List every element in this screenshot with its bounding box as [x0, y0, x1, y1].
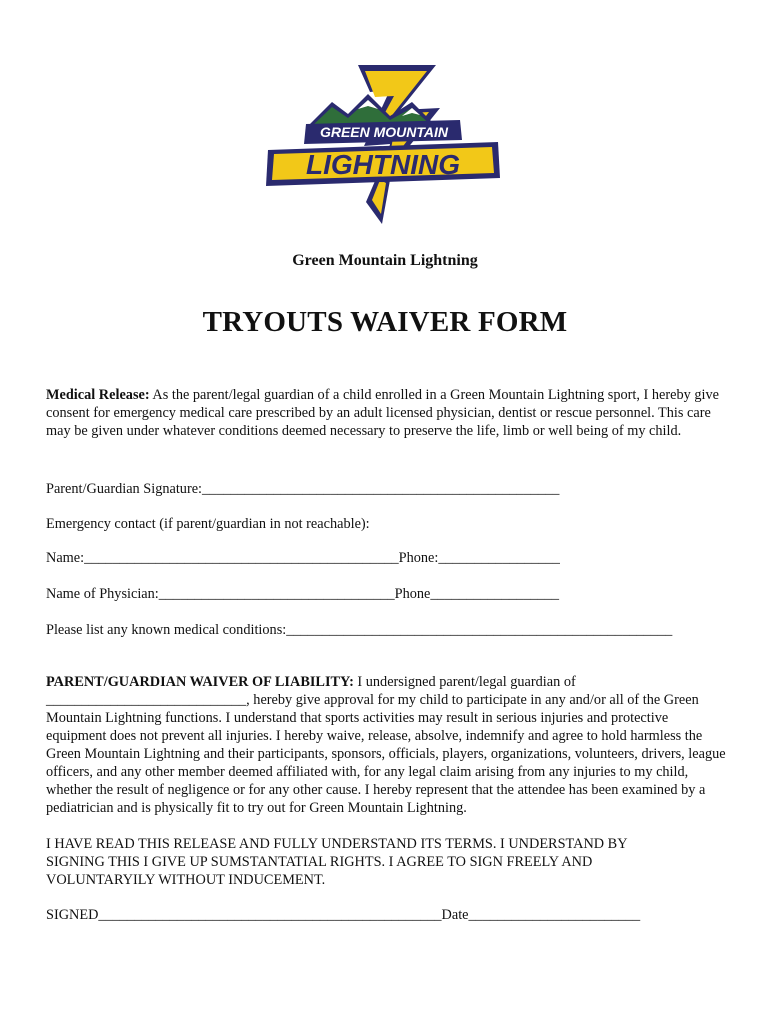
logo-line2: LIGHTNING [306, 149, 460, 180]
form-title: TRYOUTS WAIVER FORM [202, 306, 568, 338]
logo-line1: GREEN MOUNTAIN [319, 124, 449, 140]
organization-name: Green Mountain Lightning [292, 252, 478, 269]
signed-date-field[interactable]: SIGNED________________________________________________Date________________________ [46, 907, 641, 923]
medical-release-text: As the parent/legal guardian of a child enrolled in a Green Mountain Lightning sport, I hereby give consent for emergency medical care prescribed by an adult licensed physician, dentist or rescue personnel. This care may be given under whatever conditions deemed necessary to preserve the life, limb or well being of my child. [46, 387, 719, 439]
acknowledgement-paragraph: I HAVE READ THIS RELEASE AND FULLY UNDERSTAND ITS TERMS. I UNDERSTAND BY SIGNING THIS I GIVE UP SUMSTANTATIAL RIGHTS. I AGREE TO SIGN FREELY AND VOLUNTARYILY WITHOUT INDUCEMENT. [46, 836, 628, 888]
emergency-name-phone-field[interactable]: Name:____________________________________________Phone:_________________ [46, 550, 560, 566]
medical-conditions-field[interactable]: Please list any known medical conditions:______________________________________________________ [46, 622, 673, 638]
guardian-signature-field[interactable]: Parent/Guardian Signature:__________________________________________________ [46, 481, 560, 497]
physician-phone-field[interactable]: Name of Physician:_________________________________Phone__________________ [46, 586, 560, 602]
waiver-label: PARENT/GUARDIAN WAIVER OF LIABILITY: [46, 674, 354, 690]
emergency-contact-label: Emergency contact (if parent/guardian in not reachable): [46, 516, 370, 532]
medical-release-label: Medical Release: [46, 387, 150, 403]
waiver-paragraph [46, 673, 730, 817]
medical-release-paragraph [46, 386, 732, 440]
waiver-text: I undersigned parent/legal guardian of ____________________________, hereby give approval for my child to participate in any and/or all of the Green Mountain Lightning functions. I understand that sports activities may result in serious injuries and protective equipment does not prevent all injuries. I hereby waive, release, absolve, indemnify and agree to hold harmless the Green Mountain Lightning and their participants, sponsors, officials, players, organizations, volunteers, drivers, league officers, and any other member deemed affiliated with, for any legal claim arising from any injuries to my child, whether the result of negligence or for any other cause. I hereby represent that the attendee has been examined by a pediatrician and is physically fit to try out for Green Mountain Lightning. [46, 674, 726, 816]
team-logo [262, 62, 508, 228]
